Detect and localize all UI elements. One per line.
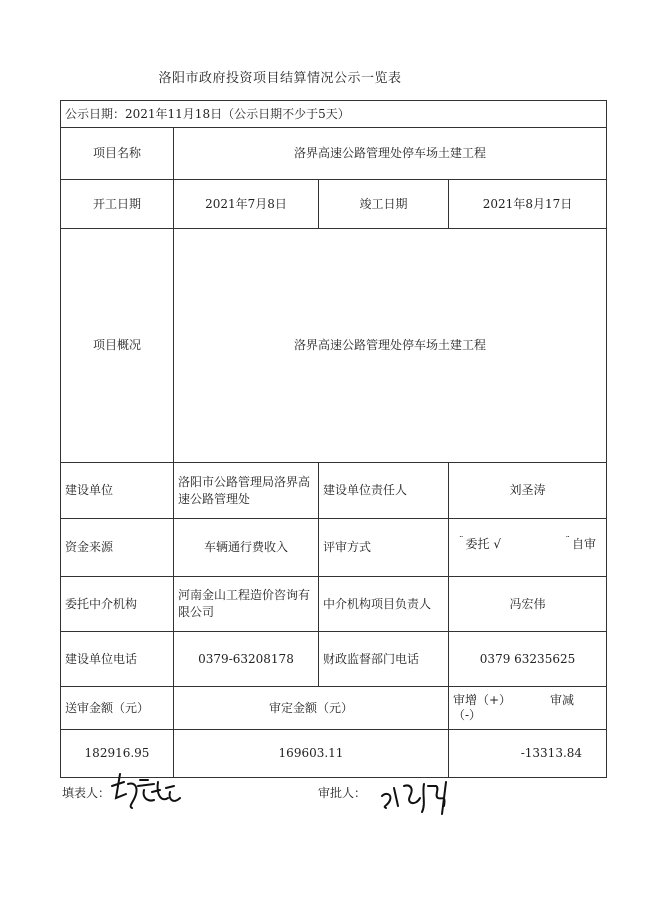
diff-increase-label: 审增（+） [453,693,512,707]
approver-signature-icon [376,776,466,820]
approved-amount-label: 审定金额（元） [174,687,449,730]
approver-label: 审批人： [318,786,367,800]
review-self-label: 自审 [572,537,597,551]
review-entrust-option [459,533,501,553]
project-name-row [61,128,607,180]
review-entrust-label: 委托 √ [465,537,501,551]
approved-amount-value: 169603.11 [174,730,449,778]
amount-value-row [61,730,607,778]
page-title: 洛阳市政府投资项目结算情况公示一览表 [158,71,402,86]
overview-label: 项目概况 [61,229,174,463]
start-date-label: 开工日期 [61,180,174,229]
submit-amount-label: 送审金额（元） [61,687,174,730]
start-date-value: 2021年7月8日 [174,180,319,229]
project-name-value: 洛界高速公路管理处停车场土建工程 [174,128,607,180]
checkbox-mark-icon: ¨ [565,536,571,546]
agency-row [61,577,607,632]
fund-value: 车辆通行费收入 [174,519,319,577]
finance-phone-value: 0379 63235625 [449,632,607,687]
builder-head-value: 刘圣涛 [449,463,607,519]
diff-minus-label: （-） [453,708,482,722]
agency-label: 委托中介机构 [61,577,174,632]
finance-phone-label: 财政监督部门电话 [319,632,449,687]
agency-head-value: 冯宏伟 [449,577,607,632]
fund-label: 资金来源 [61,519,174,577]
review-self-option [566,533,597,553]
phone-value: 0379-63208178 [174,632,319,687]
submit-amount-value: 182916.95 [61,730,174,778]
notice-row [61,101,607,128]
phone-label: 建设单位电话 [61,632,174,687]
date-row [61,180,607,229]
builder-label: 建设单位 [61,463,174,519]
end-date-label: 竣工日期 [319,180,449,229]
review-options [449,519,607,577]
filler-signature-icon [108,772,188,822]
agency-value: 河南金山工程造价咨询有限公司 [174,577,319,632]
amount-header-row [61,687,607,730]
overview-value: 洛界高速公路管理处停车场土建工程 [174,229,607,463]
builder-head-label: 建设单位责任人 [319,463,449,519]
diff-decrease-label: 审减 [550,693,575,707]
end-date-value: 2021年8月17日 [449,180,607,229]
builder-value: 洛阳市公路管理局洛界高速公路管理处 [174,463,319,519]
review-label: 评审方式 [319,519,449,577]
settlement-table [60,100,607,778]
filler-label: 填表人： [62,786,111,800]
project-name-label: 项目名称 [61,128,174,180]
diff-amount-label [449,687,607,730]
phone-row [61,632,607,687]
fund-row [61,519,607,577]
checkbox-mark-icon: ¨ [459,536,464,546]
agency-head-label: 中介机构项目负责人 [319,577,449,632]
overview-row [61,229,607,463]
notice-date: 公示日期：2021年11月18日（公示日期不少于5天） [61,101,607,128]
diff-amount-value: -13313.84 [449,730,607,778]
builder-row [61,463,607,519]
